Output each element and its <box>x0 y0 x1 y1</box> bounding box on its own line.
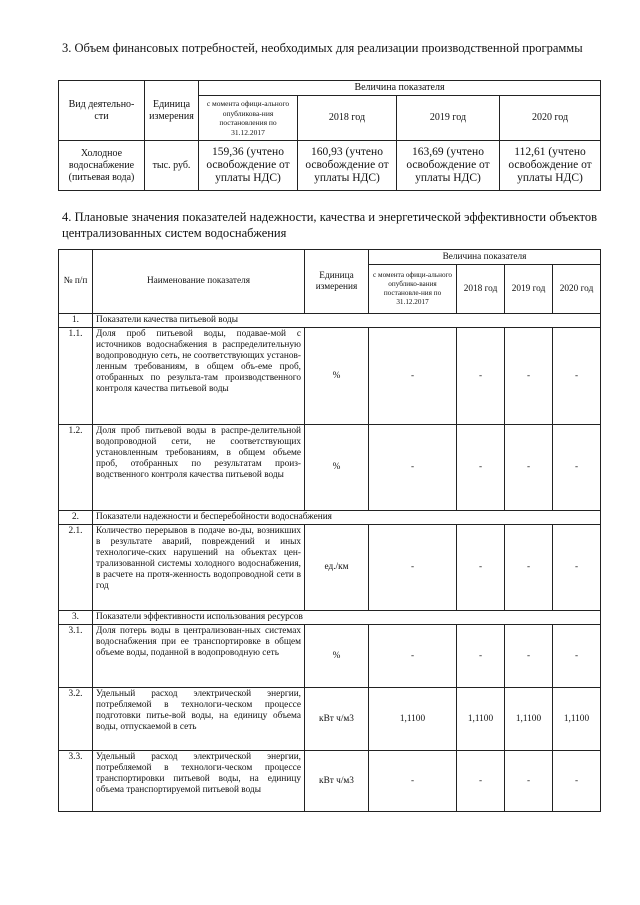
row-2019: - <box>505 751 553 812</box>
header-value-group: Величина показателя <box>199 81 601 96</box>
section-title: Показатели эффективности использования ресурсов <box>93 611 601 625</box>
row-2020: - <box>553 425 601 511</box>
section-row <box>59 611 601 625</box>
row-unit: % <box>305 425 369 511</box>
row-unit: % <box>305 625 369 688</box>
header-2019: 2019 год <box>397 96 500 141</box>
header-activity: Вид деятельно-сти <box>59 81 145 141</box>
row-name: Доля проб питьевой воды в распре-делительной водопроводной сети, не соответствующих установленным требованиям, в общем объеме проб, отобранных по результатам произ-водственного контроля качества питьевой воды <box>93 425 305 511</box>
header-2019: 2019 год <box>505 265 553 314</box>
row-2019: - <box>505 525 553 611</box>
row-name: Доля проб питьевой воды, подавае-мой с источников водоснабжения в распределительную водопроводную сеть, не соответствующих установ-ленным требованиям, в общем объ-еме проб, отобранных по результа-там производственного контроля качества питьевой воды <box>93 328 305 425</box>
header-unit: Единица измерения <box>305 250 369 314</box>
row-name: Количество перерывов в подаче во-ды, возникших в результате аварий, повреждений и иных технологиче-ских нарушений на объектах цен-трализованной системы холодного водоснабжения, в расчете на протя-женность водопроводной сети в год <box>93 525 305 611</box>
row-2019: - <box>505 625 553 688</box>
row-num: 3.1. <box>59 625 93 688</box>
row-2018: - <box>457 328 505 425</box>
table-row <box>59 141 601 191</box>
row-num: 3.2. <box>59 688 93 751</box>
row-since: - <box>369 751 457 812</box>
table-row <box>59 328 601 425</box>
row-name: Удельный расход электрической энергии, потребляемой в технологи-ческом процессе транспортировки питьевой воды, на единицу объема транспортируемой питьевой воды <box>93 751 305 812</box>
row-2019: 1,1100 <box>505 688 553 751</box>
row-unit: кВт ч/м3 <box>305 688 369 751</box>
row-num: 1.1. <box>59 328 93 425</box>
header-2020: 2020 год <box>553 265 601 314</box>
indicators-table <box>58 249 601 812</box>
header-since: с момента офици-ального опублико-вания постановле-ния по 31.12.2017 <box>369 265 457 314</box>
row-2020: - <box>553 751 601 812</box>
row-2018: - <box>457 425 505 511</box>
header-2018: 2018 год <box>298 96 397 141</box>
section-title: Показатели надежности и бесперебойности водоснабжения <box>93 511 601 525</box>
cell-since: 159,36 (учтено освобождение от уплаты НДС) <box>199 141 298 191</box>
section-title: Показатели качества питьевой воды <box>93 314 601 328</box>
header-2018: 2018 год <box>457 265 505 314</box>
row-unit: кВт ч/м3 <box>305 751 369 812</box>
row-2020: 1,1100 <box>553 688 601 751</box>
header-unit: Единица измерения <box>145 81 199 141</box>
row-since: - <box>369 328 457 425</box>
cell-activity: Холодное водоснабжение (питьевая вода) <box>59 141 145 191</box>
section-num: 2. <box>59 511 93 525</box>
row-2019: - <box>505 425 553 511</box>
row-2020: - <box>553 625 601 688</box>
row-2018: - <box>457 625 505 688</box>
financial-needs-table <box>58 80 601 191</box>
row-name: Удельный расход электрической энергии, потребляемой в технологи-ческом процессе подготовки питье-вой воды, на единицу объема воды, отпускаемой в сеть <box>93 688 305 751</box>
row-unit: ед./км <box>305 525 369 611</box>
table-row <box>59 525 601 611</box>
row-2018: - <box>457 751 505 812</box>
section-num: 1. <box>59 314 93 328</box>
table-row <box>59 625 601 688</box>
cell-2020: 112,61 (учтено освобождение от уплаты НДС) <box>500 141 601 191</box>
cell-2018: 160,93 (учтено освобождение от уплаты НДС) <box>298 141 397 191</box>
header-2020: 2020 год <box>500 96 601 141</box>
row-2018: 1,1100 <box>457 688 505 751</box>
section-num: 3. <box>59 611 93 625</box>
cell-unit: тыс. руб. <box>145 141 199 191</box>
row-2019: - <box>505 328 553 425</box>
row-2020: - <box>553 525 601 611</box>
table-row <box>59 425 601 511</box>
row-since: - <box>369 425 457 511</box>
section-row <box>59 314 601 328</box>
section-row <box>59 511 601 525</box>
header-num: № п/п <box>59 250 93 314</box>
row-2018: - <box>457 525 505 611</box>
row-2020: - <box>553 328 601 425</box>
header-value-group: Величина показателя <box>369 250 601 265</box>
section3-heading: 3. Объем финансовых потребностей, необходимых для реализации производственной программы <box>62 41 583 55</box>
header-since: с момента офици-ального опубликова-ния постановления по 31.12.2017 <box>199 96 298 141</box>
cell-2019: 163,69 (учтено освобождение от уплаты НДС) <box>397 141 500 191</box>
row-num: 2.1. <box>59 525 93 611</box>
table-row <box>59 688 601 751</box>
row-name: Доля потерь воды в централизован-ных системах водоснабжения при ее транспортировке в общем объеме воды, поданной в водопроводную сеть <box>93 625 305 688</box>
row-num: 1.2. <box>59 425 93 511</box>
row-since: - <box>369 625 457 688</box>
table-row <box>59 751 601 812</box>
row-num: 3.3. <box>59 751 93 812</box>
section4-heading: 4. Плановые значения показателей надежности, качества и энергетической эффективности объектов централизованных систем водоснабжения <box>62 210 597 240</box>
row-since: 1,1100 <box>369 688 457 751</box>
row-since: - <box>369 525 457 611</box>
row-unit: % <box>305 328 369 425</box>
header-name: Наименование показателя <box>93 250 305 314</box>
